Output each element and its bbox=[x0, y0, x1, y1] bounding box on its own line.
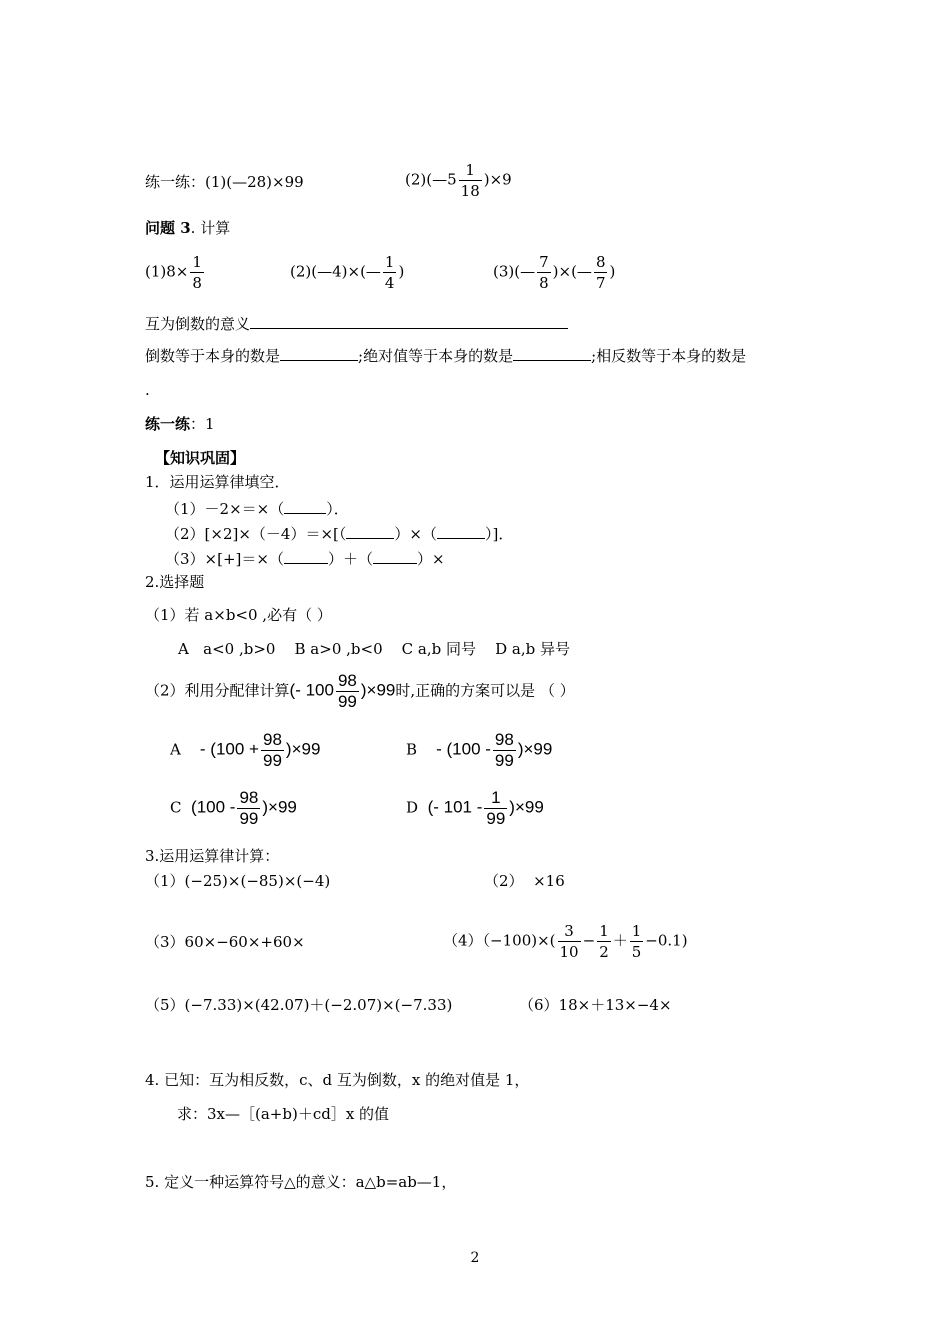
ex1-line2: （2）[×2]×（－4）＝×[（ ）×（ ）]． bbox=[165, 522, 513, 544]
fraction: $\frac{1}{18}$ bbox=[460, 161, 480, 200]
fraction: $\frac{1}{2}$ bbox=[599, 922, 609, 961]
ex2-option-a: A - (100 + $\frac{98}{99}$ )×99 bbox=[170, 730, 321, 770]
blank[interactable] bbox=[250, 312, 568, 329]
fraction: $\frac{1}{99}$ bbox=[486, 788, 506, 828]
ex2-option-c: C (100 - $\frac{98}{99}$ )×99 bbox=[170, 788, 297, 828]
practice1-item2-pre: (2)(—5 bbox=[405, 170, 457, 189]
practice1-item2-post: )×9 bbox=[483, 170, 512, 189]
ex3-item6: （6）18×＋13×−4× bbox=[519, 996, 672, 1014]
ex2-q1: （1）若 a×b<0 ,必有（ ） bbox=[145, 606, 332, 624]
ex4-line1: 4. 已知：互为相反数，c、d 互为倒数，x 的绝对值是 1， bbox=[145, 1071, 530, 1089]
fraction: $\frac{98}{99}$ bbox=[337, 671, 357, 711]
ex3-item3: （3）60×−60×+60× bbox=[145, 933, 305, 951]
ex2-q2: （2）利用分配律计算(- 100 $\frac{98}{99}$ )×99时,正确的方案可以是 （ ） bbox=[145, 671, 575, 711]
fraction: $\frac{1}{4}$ bbox=[384, 253, 395, 292]
question3-heading: 问题 3. 计算 bbox=[145, 219, 231, 237]
blank[interactable] bbox=[284, 497, 326, 514]
blank[interactable] bbox=[280, 344, 358, 361]
fraction: $\frac{7}{8}$ bbox=[539, 253, 549, 292]
ex1-line1: （1）－2×＝×（ ）． bbox=[165, 497, 349, 519]
ex3-item4: （4）（−100)×( $\frac{3}{10}$ − $\frac{1}{2}$ ＋ $\frac{1}{5}$ −0.1) bbox=[443, 922, 688, 961]
ex4-line2: 求：3x—［(a+b)＋cd］x 的值 bbox=[177, 1105, 390, 1123]
fraction: $\frac{98}{99}$ bbox=[262, 730, 282, 770]
fraction: $\frac{1}{8}$ bbox=[192, 253, 202, 292]
self-equal-line: 倒数等于本身的数是 ;绝对值等于本身的数是 ;相反数等于本身的数是 bbox=[145, 344, 746, 366]
ex3-item5: （5）(−7.33)×(42.07)＋(−2.07)×(−7.33) bbox=[145, 996, 453, 1014]
ex2-q1-options: A a<0 ,b>0 B a>0 ,b<0 C a,b 同号 D a,b 异号 bbox=[178, 640, 570, 658]
practice1-item2 bbox=[405, 160, 512, 201]
ex3-title: 3.运用运算律计算： bbox=[145, 847, 280, 865]
ex3-item1: （1）(−25)×(−85)×(−4) bbox=[145, 872, 331, 890]
blank[interactable] bbox=[373, 547, 417, 564]
consolidation-heading: 【知识巩固】 bbox=[155, 449, 246, 467]
self-equal-dot: . bbox=[145, 381, 150, 399]
fraction: $\frac{8}{7}$ bbox=[595, 253, 606, 292]
ex2-option-b: B - (100 - $\frac{98}{99}$ )×99 bbox=[406, 730, 553, 770]
ex1-line3: （3）×[+]＝×（ ）＋（ ）× bbox=[165, 547, 445, 569]
reciprocal-meaning: 互为倒数的意义 bbox=[145, 312, 568, 334]
ex2-option-d: D (- 101 - $\frac{1}{99}$ )×99 bbox=[406, 788, 544, 828]
ex3-item2: （2） ×16 bbox=[484, 872, 565, 890]
ex5-line1: 5. 定义一种运算符号△的意义：a△b=ab—1， bbox=[145, 1173, 457, 1191]
question3-item3: (3)(— $\frac{7}{8}$ )×(— $\frac{8}{7}$ ) bbox=[493, 253, 616, 292]
ex1-title: 1．运用运算律填空． bbox=[145, 473, 290, 491]
question3-item2: (2)(—4)×(— $\frac{1}{4}$ ) bbox=[290, 253, 405, 292]
practice1-item1: 练一练：(1)(—28)×99 bbox=[145, 173, 304, 191]
blank[interactable] bbox=[346, 522, 394, 539]
fraction: $\frac{1}{5}$ bbox=[631, 922, 642, 961]
blank[interactable] bbox=[513, 344, 591, 361]
blank[interactable] bbox=[437, 522, 485, 539]
question3-item1: (1)8× $\frac{1}{8}$ bbox=[145, 253, 202, 292]
blank[interactable] bbox=[284, 547, 328, 564]
fraction: $\frac{3}{10}$ bbox=[559, 922, 579, 961]
fraction: $\frac{98}{99}$ bbox=[239, 788, 259, 828]
page-number: 2 bbox=[470, 1250, 480, 1266]
fraction: $\frac{98}{99}$ bbox=[494, 730, 514, 770]
ex2-title: 2.选择题 bbox=[145, 573, 205, 591]
practice2: 练一练：1 bbox=[145, 415, 215, 433]
